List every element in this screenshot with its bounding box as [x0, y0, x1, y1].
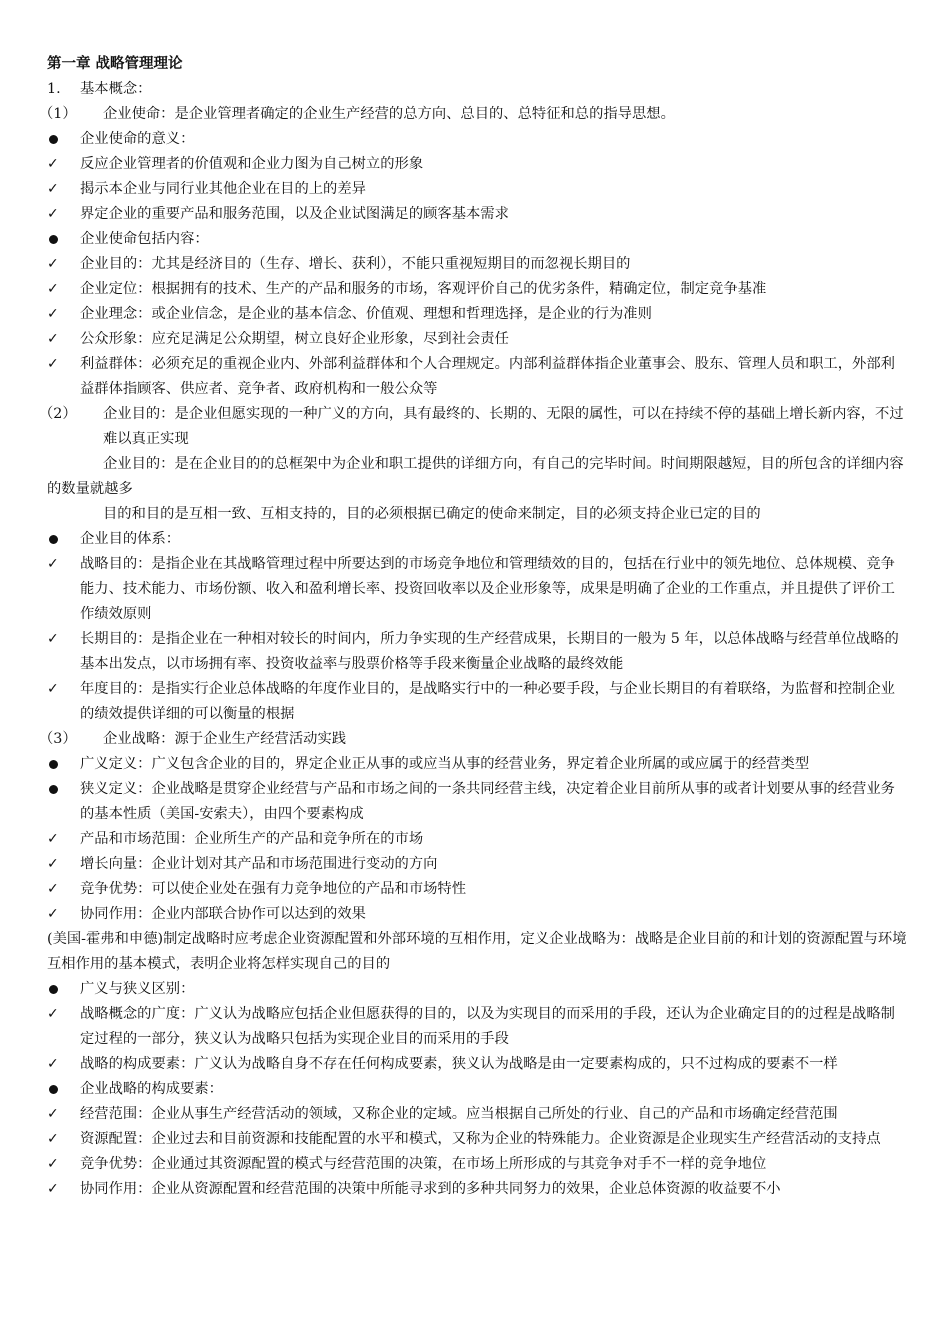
check-item	[47, 202, 907, 227]
line-text: 企业战略：源于企业生产经营活动实践	[103, 731, 347, 747]
check-item	[47, 1127, 907, 1152]
line-text: 产品和市场范围：企业所生产的产品和竞争所在的市场	[80, 831, 424, 847]
checkmark-icon: ✓	[47, 1131, 59, 1147]
check-item	[47, 1002, 907, 1052]
line-text: 企业使命：是企业管理者确定的企业生产经营的总方向、总目的、总特征和总的指导思想。	[103, 106, 675, 122]
bullet-item	[47, 977, 907, 1002]
bullet-item	[47, 777, 907, 827]
section-number: （2）	[39, 406, 77, 422]
check-item	[47, 1152, 907, 1177]
section-heading	[39, 402, 907, 452]
checkmark-icon: ✓	[47, 681, 59, 697]
line-text: 战略目的：是指企业在其战略管理过程中所要达到的市场竞争地位和管理绩效的目的，包括在行业中的领先地位、总体规模、竞争能力、技术能力、市场份额、收入和盈利增长率、投资回收率以及企业形象等，成果是明确了企业的工作重点，并且提供了评价工作绩效原则	[80, 556, 895, 622]
line-text: 经营范围：企业从事生产经营活动的领域，又称企业的定域。应当根据自己所处的行业、自己的产品和市场确定经营范围	[80, 1106, 838, 1122]
bullet-item	[47, 1077, 907, 1102]
checkmark-icon: ✓	[47, 156, 59, 172]
line-text: 狭义定义：企业战略是贯穿企业经营与产品和市场之间的一条共同经营主线，决定着企业目前所从事的或者计划要从事的经营业务的基本性质（美国-安索夫），由四个要素构成	[80, 781, 895, 822]
line-text: 企业目的：尤其是经济目的（生存、增长、获利），不能只重视短期目的而忽视长期目的	[80, 256, 631, 272]
bullet-icon	[49, 1085, 58, 1094]
check-item	[47, 252, 907, 277]
section-number: （1）	[39, 106, 77, 122]
checkmark-icon: ✓	[47, 631, 59, 647]
line-text: 长期目的：是指企业在一种相对较长的时间内，所力争实现的生产经营成果，长期目的一般为 5 年，以总体战略与经营单位战略的基本出发点，以市场拥有率、投资收益率与股票价格等手段来衡量企业战略的最终效能	[80, 631, 899, 672]
line-text: 协同作用：企业从资源配置和经营范围的决策中所能寻求到的多种共同努力的效果，企业总体资源的收益要不小	[80, 1181, 781, 1197]
line-text: 利益群体：必须充足的重视企业内、外部利益群体和个人合理规定。内部利益群体指企业董事会、股东、管理人员和职工，外部利益群体指顾客、供应者、竞争者、政府机构和一般公众等	[80, 356, 895, 397]
line-text: 企业使命的意义：	[80, 131, 195, 147]
line-text: 企业目的：是在企业目的的总框架中为企业和职工提供的详细方向，有自己的完毕时间。时间期限越短，目的所包含的详细内容的数量就越多	[47, 456, 904, 497]
check-item	[47, 327, 907, 352]
checkmark-icon: ✓	[47, 306, 59, 322]
line-text: 协同作用：企业内部联合协作可以达到的效果	[80, 906, 366, 922]
checkmark-icon: ✓	[47, 1006, 59, 1022]
line-text: 界定企业的重要产品和服务范围，以及企业试图满足的顾客基本需求	[80, 206, 509, 222]
checkmark-icon: ✓	[47, 1106, 59, 1122]
line-text: 竞争优势：企业通过其资源配置的模式与经营范围的决策，在市场上所形成的与其竞争对手不一样的竞争地位	[80, 1156, 767, 1172]
checkmark-icon: ✓	[47, 906, 59, 922]
checkmark-icon: ✓	[47, 356, 59, 372]
section-heading	[39, 102, 907, 127]
line-text: 企业定位：根据拥有的技术、生产的产品和服务的市场，客观评价自己的优劣条件，精确定位，制定竞争基准	[80, 281, 767, 297]
checkmark-icon: ✓	[47, 1156, 59, 1172]
line-text: 战略概念的广度：广义认为战略应包括企业但愿获得的目的，以及为实现目的而采用的手段，还认为企业确定目的的过程是战略制定过程的一部分，狭义认为战略只包括为实现企业目的而采用的手段	[80, 1006, 895, 1047]
bullet-icon	[49, 785, 58, 794]
check-item	[47, 302, 907, 327]
checkmark-icon: ✓	[47, 181, 59, 197]
bullet-icon	[49, 760, 58, 769]
line-text: 资源配置：企业过去和目前资源和技能配置的水平和模式，又称为企业的特殊能力。企业资源是企业现实生产经营活动的支持点	[80, 1131, 881, 1147]
checkmark-icon: ✓	[47, 556, 59, 572]
bullet-icon	[49, 985, 58, 994]
checkmark-icon: ✓	[47, 856, 59, 872]
line-text: 竞争优势：可以使企业处在强有力竞争地位的产品和市场特性	[80, 881, 467, 897]
check-item	[47, 1052, 907, 1077]
line-text: 企业理念：或企业信念，是企业的基本信念、价值观、理想和哲理选择，是企业的行为准则	[80, 306, 652, 322]
check-item	[47, 552, 907, 627]
checkmark-icon: ✓	[47, 256, 59, 272]
line-text: 年度目的：是指实行企业总体战略的年度作业目的，是战略实行中的一种必要手段，与企业长期目的有着联络，为监督和控制企业的绩效提供详细的可以衡量的根据	[80, 681, 895, 722]
check-item	[47, 627, 907, 677]
line-text: 广义定义：广义包含企业的目的，界定企业正从事的或应当从事的经营业务，界定着企业所属的或应属于的经营类型	[80, 756, 810, 772]
bullet-item	[47, 127, 907, 152]
checkmark-icon: ✓	[47, 831, 59, 847]
line-text: 企业目的体系：	[80, 531, 181, 547]
bullet-item	[47, 752, 907, 777]
line-text: 企业战略的构成要素：	[80, 1081, 223, 1097]
checkmark-icon: ✓	[47, 881, 59, 897]
check-item	[47, 677, 907, 727]
checkmark-icon: ✓	[47, 331, 59, 347]
document-page	[39, 52, 907, 1202]
check-item	[47, 1102, 907, 1127]
paragraph	[47, 927, 907, 977]
line-text: 揭示本企业与同行业其他企业在目的上的差异	[80, 181, 366, 197]
check-item	[47, 852, 907, 877]
check-item	[47, 827, 907, 852]
check-item	[47, 877, 907, 902]
checkmark-icon: ✓	[47, 206, 59, 222]
chapter-title: 第一章 战略管理理论	[47, 56, 183, 72]
bullet-item	[47, 227, 907, 252]
check-item	[47, 152, 907, 177]
line-text: 增长向量：企业计划对其产品和市场范围进行变动的方向	[80, 856, 438, 872]
line-text: 基本概念：	[80, 81, 152, 97]
bullet-icon	[49, 235, 58, 244]
indented-paragraph	[47, 452, 907, 502]
bullet-item	[47, 527, 907, 552]
check-item	[47, 177, 907, 202]
section-number: （3）	[39, 731, 77, 747]
checkmark-icon: ✓	[47, 281, 59, 297]
check-item	[47, 1177, 907, 1202]
line-text: 公众形象：应充足满足公众期望，树立良好企业形象，尽到社会责任	[80, 331, 509, 347]
line-text: 广义与狭义区别：	[80, 981, 195, 997]
checkmark-icon: ✓	[47, 1056, 59, 1072]
bullet-icon	[49, 135, 58, 144]
item-number: 1.	[47, 81, 61, 97]
check-item	[47, 277, 907, 302]
line-text: 目的和目的是互相一致、互相支持的，目的必须根据已确定的使命来制定，目的必须支持企业已定的目的	[103, 506, 761, 522]
check-item	[47, 902, 907, 927]
line-text: 反应企业管理者的价值观和企业力图为自己树立的形象	[80, 156, 424, 172]
line-text: (美国-霍弗和申德)制定战略时应考虑企业资源配置和外部环境的互相作用，定义企业战略为：战略是企业目前的和计划的资源配置与环境互相作用的基本模式，表明企业将怎样实现自己的目的	[47, 931, 907, 972]
section-heading	[39, 727, 907, 752]
line-text: 企业使命包括内容：	[80, 231, 209, 247]
numbered-heading	[47, 77, 907, 102]
checkmark-icon: ✓	[47, 1181, 59, 1197]
indented-paragraph	[47, 502, 907, 527]
bullet-icon	[49, 535, 58, 544]
line-text: 战略的构成要素：广义认为战略自身不存在任何构成要素，狭义认为战略是由一定要素构成的，只不过构成的要素不一样	[80, 1056, 838, 1072]
document-body	[39, 77, 907, 1202]
check-item	[47, 352, 907, 402]
line-text: 企业目的：是企业但愿实现的一种广义的方向，具有最终的、长期的、无限的属性，可以在持续不停的基础上增长新内容，不过难以真正实现	[103, 406, 904, 447]
